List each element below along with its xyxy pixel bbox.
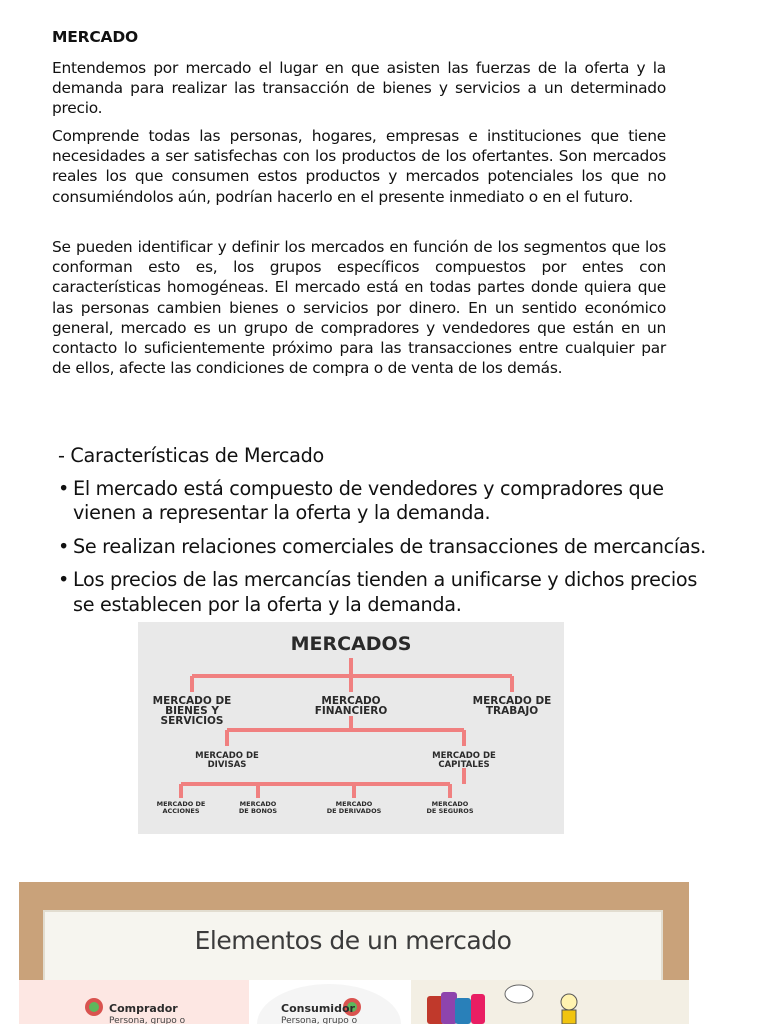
buyer-marker-dot-icon	[89, 1002, 99, 1012]
features-section	[58, 444, 718, 626]
level3-node-label: DE BONOS	[238, 807, 278, 815]
level3-node-label: DE DERIVADOS	[326, 807, 382, 815]
bullet-icon: •	[58, 476, 70, 500]
buyer-label: Comprador	[109, 1002, 178, 1015]
list-item-text: Se realizan relaciones comerciales de transacciones de mercancías.	[73, 534, 706, 558]
consumer-sublabel: Persona, grupo o	[281, 1016, 358, 1024]
tree-connectors	[181, 658, 512, 798]
buyer-sublabel: Persona, grupo o	[109, 1016, 186, 1024]
features-heading: - Características de Mercado	[58, 444, 324, 467]
bullet-icon: •	[58, 568, 70, 591]
page-title: MERCADO	[52, 28, 138, 46]
person-figure-icon	[561, 994, 577, 1010]
level2-node-label: MERCADO DE	[432, 751, 496, 761]
diagram-title: MERCADOS	[290, 633, 412, 655]
shopping-bag-icon	[471, 994, 485, 1024]
list-item	[58, 477, 718, 526]
level3-node-label: MERCADO DE	[156, 800, 206, 808]
list-item	[58, 535, 718, 560]
level3-node-label: DE SEGUROS	[426, 807, 474, 815]
level1-node-label: MERCADO	[321, 695, 381, 707]
slide-illustration-strip	[19, 980, 689, 1024]
slide-title: Elementos de un mercado	[194, 926, 512, 955]
list-item	[58, 568, 718, 617]
slide-preview	[19, 882, 689, 1024]
paragraph-segments: Se pueden identificar y definir los mercados en función de los segmentos que los conforman esto es, los grupos específicos compuestos por entes con características homogéneas. El mercado está en todas partes donde quiera que las personas cambien bienes o servicios por dinero. En un sentido económico general, mercado es un grupo de compradores y vendedores que están en un contacto lo suficientemente próximo para las transacciones entre cualquier par de ellos, afecte las condiciones de compra o de venta de los demás.	[52, 238, 666, 378]
level1-node-label: TRABAJO	[485, 705, 539, 717]
level2-node-label: MERCADO DE	[195, 751, 259, 761]
list-item-text: Los precios de las mercancías tienden a unificarse y dichos precios se establecen por la oferta y la demanda.	[73, 568, 698, 616]
paragraph-definition: Entendemos por mercado el lugar en que asisten las fuerzas de la oferta y la demanda para realizar las transacción de bienes y servicios a un determinado precio.	[52, 59, 666, 118]
level3-node-label: MERCADO	[239, 800, 277, 808]
level1-node-label: FINANCIERO	[314, 705, 388, 717]
level2-node-label: DIVISAS	[207, 760, 247, 770]
bullet-icon: •	[58, 534, 70, 558]
paragraph-scope: Comprende todas las personas, hogares, empresas e instituciones que tiene necesidades a ser satisfechas con los productos de los ofertantes. Son mercados reales los que consumen estos productos y mercados potenciales los que no consumiéndolos aún, podrían hacerlo en el presente inmediato o en el futuro.	[52, 127, 666, 206]
level3-node-label: MERCADO	[431, 800, 469, 808]
speech-bubble-icon	[505, 985, 533, 1003]
level3-node-label: MERCADO	[335, 800, 373, 808]
consumer-label: Consumidor	[281, 1002, 355, 1015]
level1-node-label: MERCADO DE	[472, 695, 552, 707]
markets-tree	[138, 622, 564, 834]
markets-diagram	[138, 622, 564, 834]
shopping-bag-icon	[455, 998, 471, 1024]
shopping-bag-icon	[441, 992, 457, 1024]
level1-node-label: BIENES Y	[165, 705, 219, 717]
level2-node-label: CAPITALES	[438, 760, 490, 770]
list-item-text: El mercado está compuesto de vendedores y compradores que vienen a representar la oferta y la demanda.	[73, 476, 664, 524]
person-body-icon	[562, 1010, 576, 1024]
features-list	[58, 477, 718, 618]
level1-node-label: SERVICIOS	[160, 715, 224, 727]
level1-node-label: MERCADO DE	[152, 695, 232, 707]
level3-node-label: ACCIONES	[162, 807, 200, 815]
